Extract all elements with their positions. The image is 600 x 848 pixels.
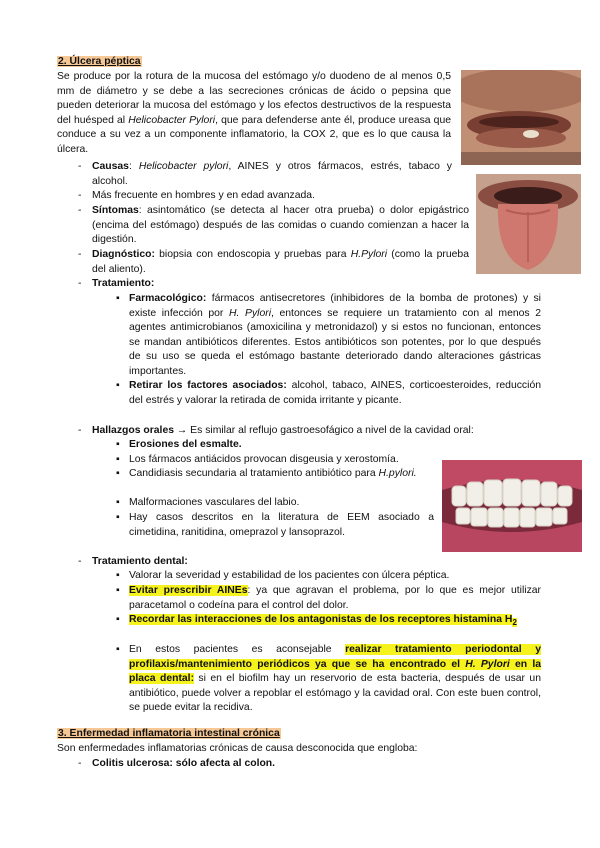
bullet-square: ▪ [116, 497, 120, 508]
bullet-square: ▪ [116, 644, 120, 655]
bullet-square: ▪ [116, 293, 120, 304]
bullet-square: ▪ [116, 512, 120, 523]
diagnostico-item: Diagnóstico: biopsia con endoscopia y pruebas para H.Pylori (como la prueba del aliento). [92, 249, 469, 275]
bullet-dash: - [78, 249, 82, 260]
hallazgo-eem: Hay casos descritos en la literatura de EEM asociado a cimetidina, ranitidina, omeprazol y lansoprazol. [129, 512, 434, 538]
bullet-square: ▪ [116, 454, 120, 465]
section3-intro: Son enfermedades inflamatorias crónicas de causa desconocida que engloba: [57, 743, 418, 754]
hallazgo-antiacidos: Los fármacos antiácidos provocan disgeusia y xerostomía. [129, 454, 399, 465]
bullet-dash: - [78, 190, 82, 201]
section-title-ulcera: 2. Úlcera péptica [58, 56, 141, 67]
farmacologico-item: Farmacológico: fármacos antisecretores (inhibidores de la bomba de protones) y si existe infección por H. Pylori, entonces se requiere un tratamiento con al menos 2 agentes antimicrobianos (amoxicilina y metronidazol) y si estos no funcionan, entonces se mandan antibióticos diferentes. Estos antibióticos son potentes, por lo que después de su uso se queda el estómago bastante deteriorado dando alteraciones gástricas importantes. [129, 293, 541, 377]
frecuencia-item: Más frecuente en hombres y en edad avanzada. [92, 190, 315, 201]
bullet-square: ▪ [116, 468, 120, 479]
bullet-dash: - [78, 556, 82, 567]
bullet-dash: - [78, 161, 82, 172]
dental-evitar-aines: Evitar prescribir AINEs: ya que agravan el problema, por lo que es mejor utilizar paracetamol o codeína para el control del dolor. [129, 585, 541, 611]
bullet-dash: - [78, 205, 82, 216]
causas-item: Causas: Helicobacter pylori, AINES y otros fármacos, estrés, tabaco y alcohol. [92, 161, 452, 187]
bullet-dash: - [78, 278, 82, 289]
intro-paragraph: Se produce por la rotura de la mucosa del estómago y/o duodeno de al menos 0,5 mm de diámetro y se debe a las secreciones crónicas de ácido o pepsina que pueden deteriorar la mucosa del estómago y los efectos destructivos de la respuesta del huésped al Helicobacter Pylori, que para defenderse ante él, produce ureasa que conduce a su vez a un componente inflamatorio, la COX 2, que es lo que causa la úlcera. [57, 71, 452, 155]
section-title-eii: 3. Enfermedad inflamatoria intestinal crónica [58, 728, 280, 739]
hallazgo-candidiasis: Candidiasis secundaria al tratamiento antibiótico para H.pylori. [129, 468, 417, 479]
bullet-square: ▪ [116, 439, 120, 450]
bullet-square: ▪ [116, 570, 120, 581]
photo-mouth-ulcer [461, 70, 581, 165]
tratamiento-heading: Tratamiento: [92, 278, 155, 289]
retirar-item: Retirar los factores asociados: alcohol, tabaco, AINES, corticoesteroides, reducción del estrés y valorar la retirada de comida irritante y picante. [129, 380, 541, 406]
bullet-square: ▪ [116, 614, 120, 625]
bullet-square: ▪ [116, 380, 120, 391]
sintomas-item: Síntomas: asintomático (se detecta al hacer otra prueba) o dolor epigástrico (encima del estómago) después de las comidas o cuando comienzan a hacer la digestión. [92, 205, 469, 246]
photo-tongue [476, 174, 581, 274]
hallazgo-malformaciones: Malformaciones vasculares del labio. [129, 497, 300, 508]
bullet-dash: - [78, 425, 82, 436]
dental-valorar: Valorar la severidad y estabilidad de los pacientes con úlcera péptica. [129, 570, 450, 581]
tratamiento-dental-heading: Tratamiento dental: [92, 556, 188, 567]
hallazgos-item: Hallazgos orales → Es similar al reflujo gastroesofágico a nivel de la cavidad oral: [92, 425, 474, 436]
bullet-dash: - [78, 758, 82, 769]
hallazgo-erosiones: Erosiones del esmalte. [129, 439, 242, 450]
dental-periodontal: En estos pacientes es aconsejable realizar tratamiento periodontal y profilaxis/mantenimiento periódicos ya que se ha encontrado el H. Pylori en la placa dental: si en el biofilm hay un reservorio de esta bacteria, después de usar un antibiótico, puede volver a repoblar el estómago y la cavidad oral. Con este buen control, se puede evitar la recidiva. [129, 644, 542, 714]
photo-teeth-erosion [442, 460, 582, 552]
bullet-square: ▪ [116, 585, 120, 596]
colitis-item: Colitis ulcerosa: sólo afecta al colon. [92, 758, 276, 769]
dental-interacciones: Recordar las interacciones de los antagonistas de los receptores histamina $H_2$ [129, 614, 517, 628]
